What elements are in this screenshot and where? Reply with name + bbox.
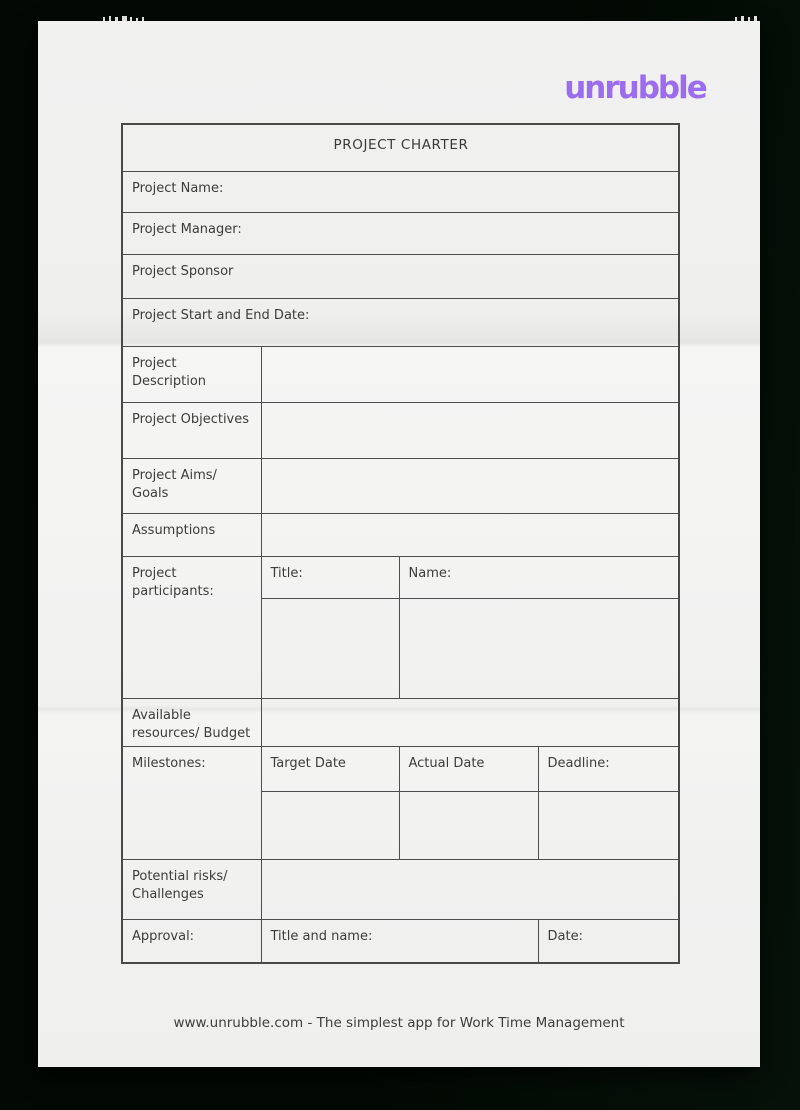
footer-text: www.unrubble.com - The simplest app for Work Time Management	[173, 1015, 625, 1031]
approval-label: Approval:	[122, 919, 261, 963]
paper-tear-mark	[754, 16, 757, 21]
project-name-row: Project Name:	[122, 171, 679, 212]
participants-name-blank-cell	[399, 598, 679, 698]
project-manager-row: Project Manager:	[122, 212, 679, 254]
risks-challenges-blank-cell	[261, 859, 679, 919]
project-objectives-label: Project Objectives	[122, 402, 261, 458]
paper-tear-mark	[735, 17, 737, 21]
paper-tear-mark	[748, 17, 750, 21]
project-description-label: Project Description	[122, 346, 261, 402]
paper-tear-mark	[136, 18, 138, 21]
paper-tear-mark	[142, 17, 144, 21]
paper-tear-mark	[103, 17, 105, 21]
project-sponsor-row: Project Sponsor	[122, 254, 679, 298]
participants-name-column-header: Name:	[399, 556, 679, 598]
project-dates-row: Project Start and End Date:	[122, 298, 679, 346]
paper-tear-mark	[130, 17, 132, 21]
risks-challenges-label: Potential risks/ Challenges	[122, 859, 261, 919]
participants-label: Project participants:	[122, 556, 261, 698]
milestones-target-date-header: Target Date	[261, 746, 399, 791]
milestones-actual-date-header: Actual Date	[399, 746, 538, 791]
paper-sheet	[38, 21, 760, 1067]
milestones-deadline-header: Deadline:	[538, 746, 679, 791]
approval-title-name-header: Title and name:	[261, 919, 538, 963]
participants-title-blank-cell	[261, 598, 399, 698]
paper-tear-mark	[109, 16, 111, 21]
project-description-blank-cell	[261, 346, 679, 402]
charter-title: PROJECT CHARTER	[122, 124, 679, 171]
resources-budget-label: Available resources/ Budget	[122, 698, 261, 746]
milestones-label: Milestones:	[122, 746, 261, 859]
assumptions-blank-cell	[261, 513, 679, 556]
approval-date-header: Date:	[538, 919, 679, 963]
milestones-target-date-blank-cell	[261, 791, 399, 859]
project-aims-goals-blank-cell	[261, 458, 679, 513]
paper-tear-mark	[741, 16, 744, 21]
paper-tear-mark	[122, 16, 127, 21]
project-objectives-blank-cell	[261, 402, 679, 458]
unrubble-logo: unrubble	[564, 70, 706, 106]
resources-budget-blank-cell	[261, 698, 679, 746]
paper-tear-mark	[115, 17, 118, 21]
project-aims-goals-label: Project Aims/ Goals	[122, 458, 261, 513]
milestones-actual-date-blank-cell	[399, 791, 538, 859]
assumptions-label: Assumptions	[122, 513, 261, 556]
project-charter-table	[121, 123, 680, 964]
participants-title-column-header: Title:	[261, 556, 399, 598]
milestones-deadline-blank-cell	[538, 791, 679, 859]
